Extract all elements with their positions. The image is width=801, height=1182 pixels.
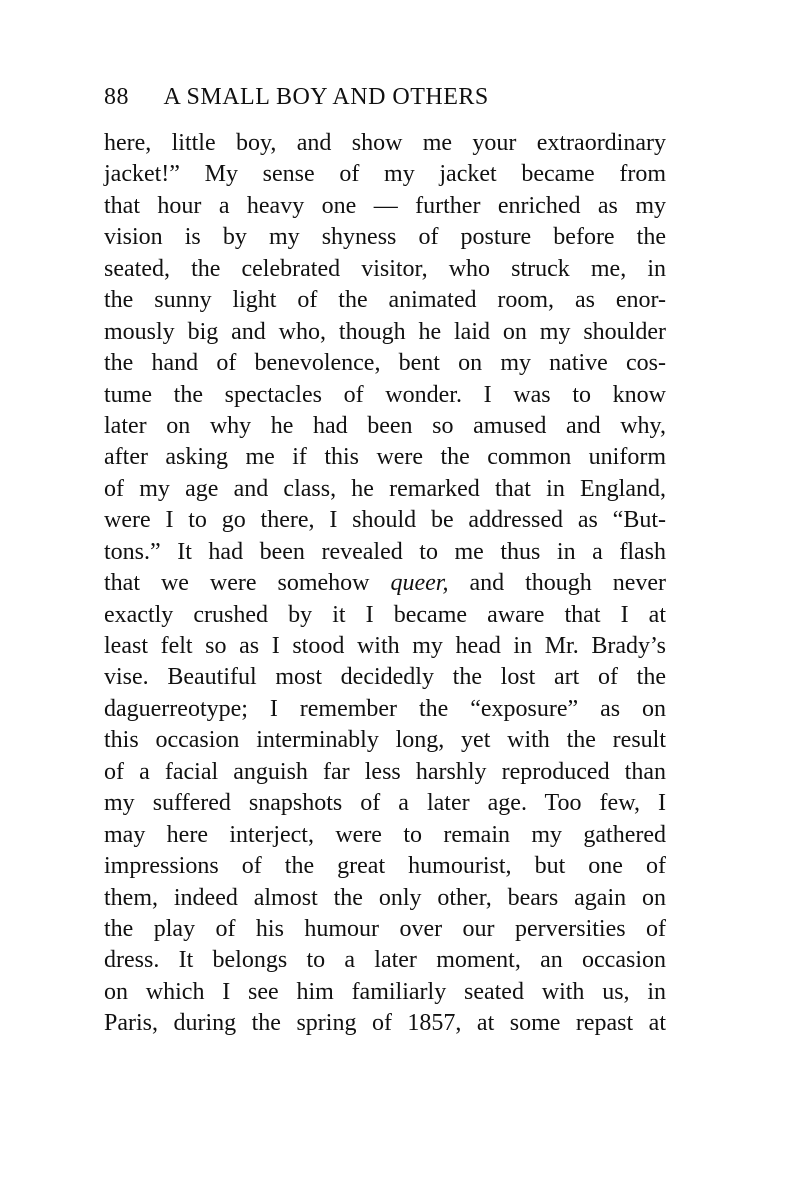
text-segment: and though never	[448, 570, 666, 597]
text-line: the play of his humour over our perversities of	[104, 915, 666, 942]
text-line: the hand of benevolence, bent on my native cos-	[104, 350, 666, 377]
text-line: dress. It belongs to a later moment, an occasion	[104, 947, 666, 974]
page-header	[104, 82, 664, 112]
text-line: least felt so as I stood with my head in Mr. Brady’s	[104, 633, 666, 659]
text-line: that hour a heavy one — further enriched as my	[104, 192, 666, 219]
text-line: were I to go there, I should be addressed as “But-	[104, 507, 666, 534]
text-line: here, little boy, and show me your extraordinary	[104, 130, 666, 156]
text-segment: that we were somehow	[104, 570, 391, 597]
text-line: this occasion interminably long, yet with the result	[104, 727, 666, 754]
text-line: after asking me if this were the common uniform	[104, 444, 666, 471]
text-line: on which I see him familiarly seated with us, in	[104, 978, 666, 1005]
body-text	[104, 128, 666, 1040]
text-line: my suffered snapshots of a later age. Too few, I	[104, 790, 666, 817]
text-line: later on why he had been so amused and why,	[104, 412, 666, 439]
text-line: may here interject, were to remain my gathered	[104, 821, 666, 848]
text-line: vision is by my shyness of posture before the	[104, 224, 666, 251]
text-line: exactly crushed by it I became aware that I at	[104, 601, 666, 628]
italic-word: queer,	[390, 570, 449, 597]
text-line: jacket!” My sense of my jacket became from	[104, 161, 666, 188]
text-line: impressions of the great humourist, but one of	[104, 853, 666, 880]
text-line: mously big and who, though he laid on my shoulder	[104, 318, 666, 345]
running-title: A SMALL BOY AND OTHERS	[163, 84, 489, 110]
text-line: of a facial anguish far less harshly reproduced than	[104, 758, 666, 785]
text-line: of my age and class, he remarked that in England,	[104, 475, 666, 502]
text-line-with-italic	[104, 568, 666, 599]
text-line: tons.” It had been revealed to me thus in a flash	[104, 538, 666, 565]
page-number: 88	[104, 84, 129, 110]
text-line: vise. Beautiful most decidedly the lost art of the	[104, 664, 666, 691]
text-line: daguerreotype; I remember the “exposure” as on	[104, 695, 666, 722]
text-line: tume the spectacles of wonder. I was to know	[104, 381, 666, 408]
text-line: them, indeed almost the only other, bears again on	[104, 884, 666, 911]
text-line: the sunny light of the animated room, as enor-	[104, 287, 666, 314]
text-line: seated, the celebrated visitor, who struck me, in	[104, 255, 666, 282]
text-line: Paris, during the spring of 1857, at some repast at	[104, 1010, 666, 1037]
